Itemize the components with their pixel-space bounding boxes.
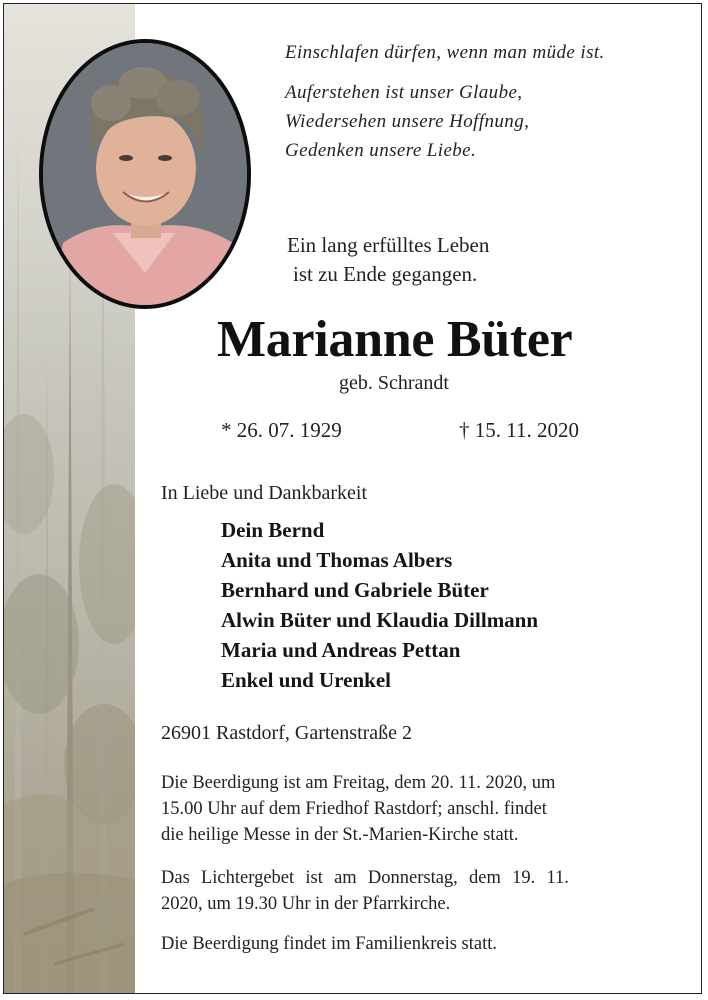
quote-line-4: Gedenken unsere Liebe. [285, 140, 477, 161]
mourner-name: Enkel und Urenkel [221, 668, 391, 692]
deceased-name: Marianne Büter [217, 311, 573, 368]
mourners-intro: In Liebe und Dankbarkeit [161, 482, 368, 504]
private-funeral-notice: Die Beerdigung findet im Familienkreis statt. [161, 934, 498, 954]
life-text-line-2: ist zu Ende gegangen. [293, 262, 478, 286]
portrait-illustration [43, 43, 247, 305]
prayer-notice-line-2: 2020, um 19.30 Uhr in der Pfarrkirche. [161, 894, 451, 914]
obituary-frame [3, 3, 702, 994]
death-date: † 15. 11. 2020 [459, 418, 579, 442]
family-address: 26901 Rastdorf, Gartenstraße 2 [161, 722, 413, 744]
mourner-name: Bernhard und Gabriele Büter [221, 578, 489, 602]
prayer-notice-line-1: Das Lichtergebet ist am Donnerstag, dem 19. 11. [161, 868, 569, 888]
maiden-name: geb. Schrandt [339, 372, 449, 394]
portrait-photo [43, 43, 247, 305]
life-text-line-1: Ein lang erfülltes Leben [287, 233, 490, 257]
portrait-photo-frame [39, 39, 251, 309]
quote-line-2: Auferstehen ist unser Glaube, [285, 82, 523, 103]
mourner-name: Dein Bernd [221, 518, 325, 542]
funeral-notice-line-3: die heilige Messe in der St.-Marien-Kirche statt. [161, 825, 519, 845]
quote-line-3: Wiedersehen unsere Hoffnung, [285, 111, 530, 132]
funeral-notice-line-1: Die Beerdigung ist am Freitag, dem 20. 11. 2020, um [161, 773, 556, 793]
birth-date: * 26. 07. 1929 [221, 418, 342, 442]
quote-line-1: Einschlafen dürfen, wenn man müde ist. [285, 42, 605, 63]
mourner-name: Alwin Büter und Klaudia Dillmann [221, 608, 539, 632]
mourner-name: Maria und Andreas Pettan [221, 638, 461, 662]
mourner-name: Anita und Thomas Albers [221, 548, 453, 572]
funeral-notice-line-2: 15.00 Uhr auf dem Friedhof Rastdorf; anschl. findet [161, 799, 547, 819]
